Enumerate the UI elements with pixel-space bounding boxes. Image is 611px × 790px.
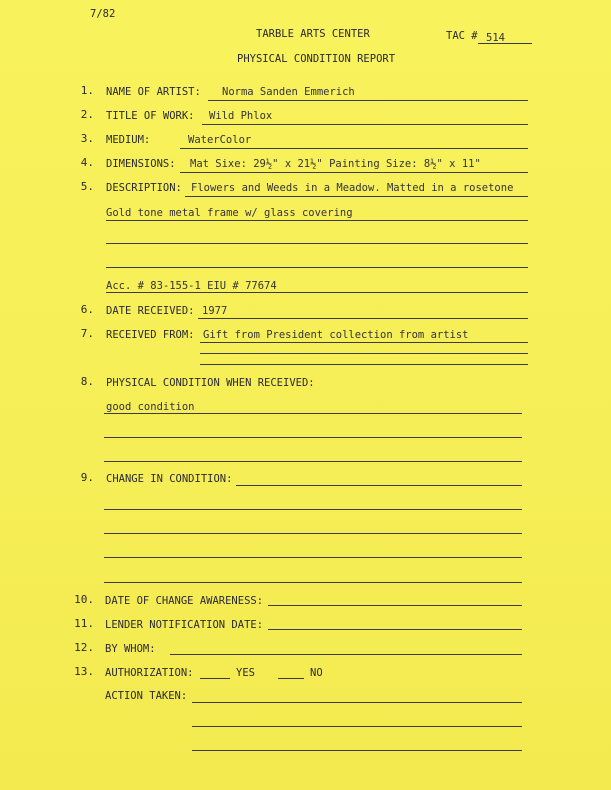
field-number-11: 11. [74, 617, 94, 630]
change-underline-2 [104, 509, 522, 510]
institution-name: TARBLE ARTS CENTER [256, 28, 370, 40]
description-underline-1 [185, 196, 528, 197]
received-from-label: RECEIVED FROM: [106, 329, 195, 341]
lender-notification-underline[interactable] [268, 629, 522, 630]
field-number-3: 3. [80, 132, 94, 145]
artist-value[interactable]: Norma Sanden Emmerich [222, 86, 355, 98]
accession-numbers[interactable]: Acc. # 83-155-1 EIU # 77674 [106, 280, 277, 292]
action-taken-label: ACTION TAKEN: [105, 690, 188, 702]
form-date-code: 7/82 [90, 8, 116, 20]
dimensions-value[interactable]: Mat Sixe: 29½" x 21½" Painting Size: 8½" x 11" [190, 158, 481, 170]
authorization-label: AUTHORIZATION: [105, 667, 194, 679]
field-number-7: 7. [80, 327, 94, 340]
form-title: PHYSICAL CONDITION REPORT [237, 53, 396, 65]
change-awareness-label: DATE OF CHANGE AWARENESS: [105, 595, 264, 607]
description-underline-2 [106, 220, 528, 221]
condition-underline-2 [104, 437, 522, 438]
authorization-yes-blank[interactable] [200, 678, 230, 679]
date-received-label: DATE RECEIVED: [106, 305, 195, 317]
received-from-underline-1 [200, 342, 528, 343]
change-underline-1 [236, 485, 522, 486]
description-underline-3 [106, 243, 528, 244]
action-underline-3[interactable] [192, 750, 522, 751]
dimensions-underline [180, 172, 528, 173]
condition-underline-3 [104, 461, 522, 462]
artist-underline [208, 100, 528, 101]
description-underline-4 [106, 267, 528, 268]
condition-underline-1 [104, 413, 522, 414]
change-underline-5 [104, 582, 522, 583]
description-label: DESCRIPTION: [106, 182, 182, 194]
field-number-5: 5. [80, 180, 94, 193]
by-whom-underline[interactable] [170, 654, 522, 655]
field-number-2: 2. [80, 108, 94, 121]
change-condition-label: CHANGE IN CONDITION: [106, 473, 233, 485]
authorization-no-blank[interactable] [278, 678, 304, 679]
description-value-line2[interactable]: Gold tone metal frame w/ glass covering [106, 207, 353, 219]
received-from-underline-2 [200, 353, 528, 354]
field-number-4: 4. [80, 156, 94, 169]
received-from-underline-3 [200, 364, 528, 365]
authorization-no: NO [310, 667, 323, 679]
title-of-work-label: TITLE OF WORK: [106, 110, 195, 122]
lender-notification-label: LENDER NOTIFICATION DATE: [105, 619, 264, 631]
action-underline-1[interactable] [192, 702, 522, 703]
artist-label: NAME OF ARTIST: [106, 86, 201, 98]
medium-value[interactable]: WaterColor [188, 134, 252, 146]
condition-received-label: PHYSICAL CONDITION WHEN RECEIVED: [106, 377, 315, 389]
by-whom-label: BY WHOM: [105, 643, 156, 655]
tac-label: TAC # [446, 30, 478, 42]
received-from-value[interactable]: Gift from President collection from artist [203, 329, 469, 341]
title-of-work-value[interactable]: Wild Phlox [209, 110, 273, 122]
action-underline-2[interactable] [192, 726, 522, 727]
date-received-value[interactable]: 1977 [202, 305, 228, 317]
field-number-6: 6. [80, 303, 94, 316]
date-received-underline [198, 318, 528, 319]
field-number-1: 1. [80, 84, 94, 97]
change-awareness-underline[interactable] [268, 605, 522, 606]
field-number-9: 9. [80, 471, 94, 484]
title-underline [202, 124, 528, 125]
field-number-8: 8. [80, 375, 94, 388]
accession-underline [106, 292, 528, 293]
condition-received-value[interactable]: good condition [106, 401, 195, 413]
dimensions-label: DIMENSIONS: [106, 158, 176, 170]
tac-number[interactable]: 514 [486, 32, 505, 44]
authorization-yes: YES [236, 667, 255, 679]
field-number-10: 10. [74, 593, 94, 606]
change-underline-4 [104, 557, 522, 558]
tac-underline [478, 43, 532, 44]
field-number-12: 12. [74, 641, 94, 654]
medium-underline [180, 148, 528, 149]
description-value-line1[interactable]: Flowers and Weeds in a Meadow. Matted in a rosetone [191, 182, 514, 194]
field-number-13: 13. [74, 665, 94, 678]
change-underline-3 [104, 533, 522, 534]
medium-label: MEDIUM: [106, 134, 151, 146]
